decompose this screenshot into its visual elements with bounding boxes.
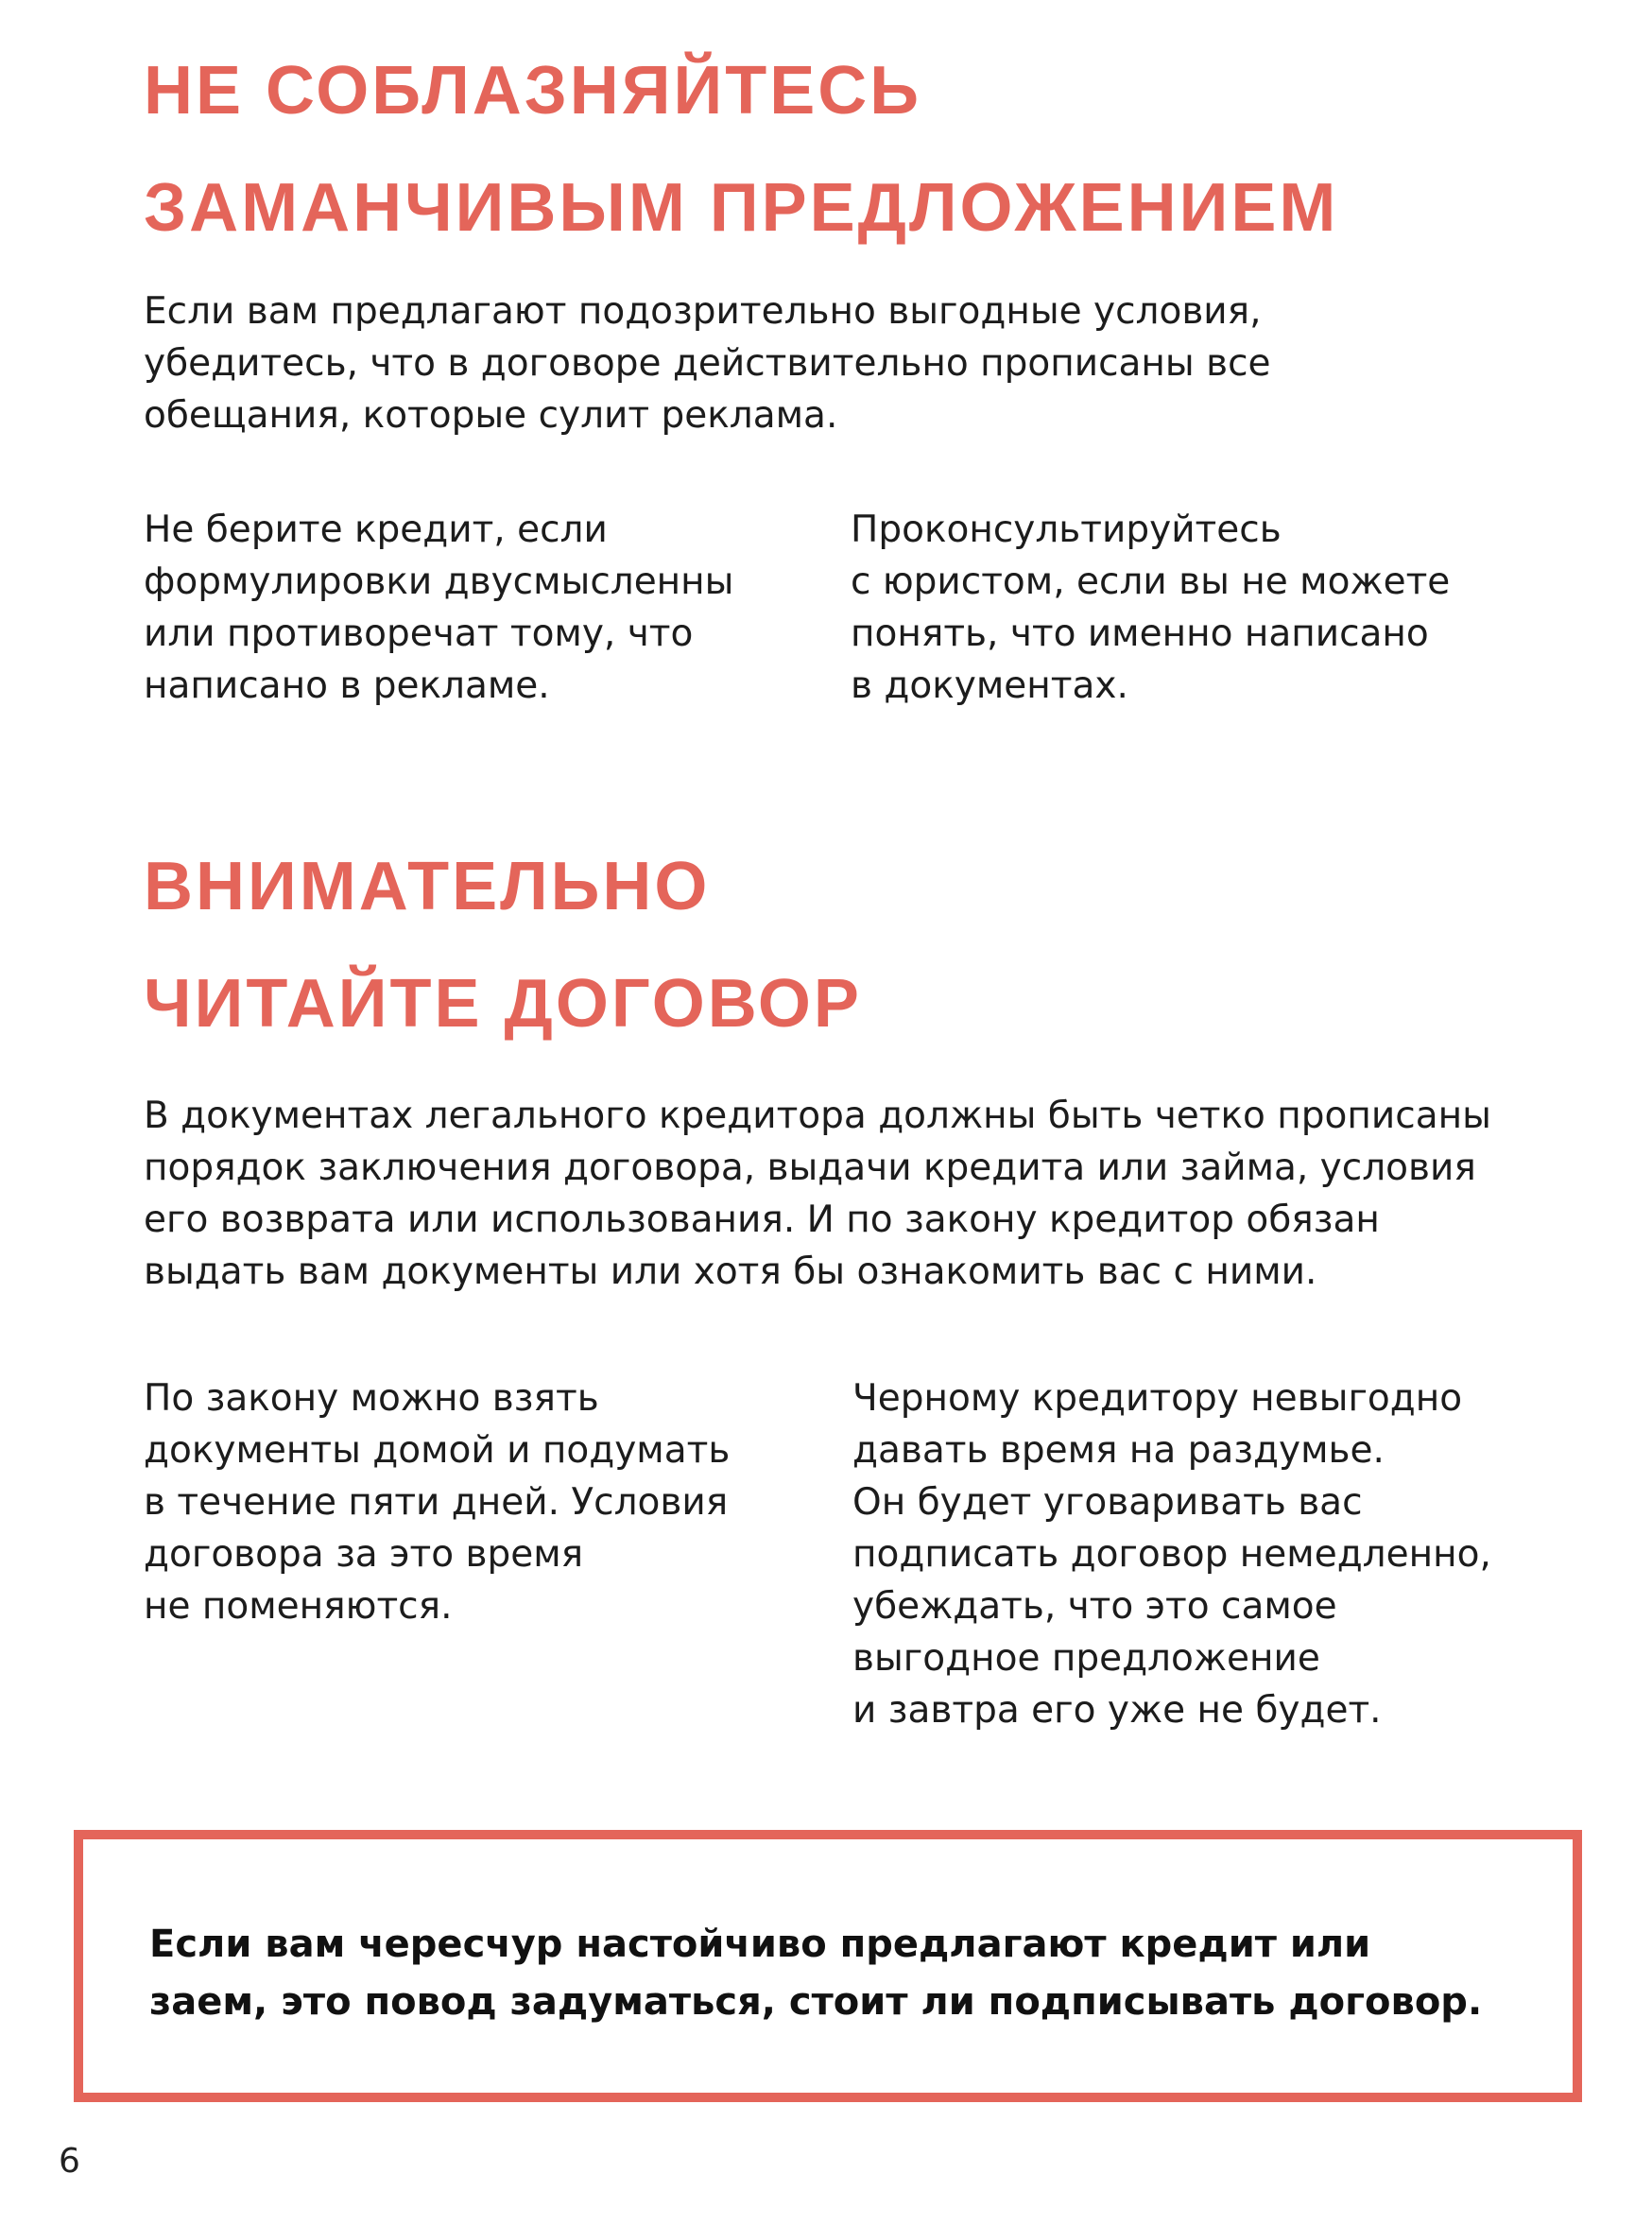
text-line: Если вам чересчур настойчиво предлагают кредит или xyxy=(149,1923,1371,1966)
section-heading-read-contract xyxy=(144,828,862,1062)
text-line: порядок заключения договора, выдачи кредита или займа, условия xyxy=(144,1147,1476,1189)
page-number: 6 xyxy=(59,2142,80,2181)
text-line: документы домой и подумать xyxy=(144,1429,731,1472)
text-line: в течение пяти дней. Условия xyxy=(144,1481,729,1524)
text-line: убедитесь, что в договоре действительно прописаны все xyxy=(144,342,1271,385)
section-heading-dont-be-tempted xyxy=(144,32,1338,267)
column-right-consult-lawyer xyxy=(851,504,1450,712)
text-line: давать время на раздумье. xyxy=(852,1429,1385,1472)
text-line: заем, это повод задуматься, стоит ли подписывать договор. xyxy=(149,1980,1483,2024)
heading-line: ЧИТАЙТЕ ДОГОВОР xyxy=(144,966,862,1042)
column-right-black-lender xyxy=(852,1372,1491,1736)
text-line: Черному кредитору невыгодно xyxy=(852,1377,1463,1420)
text-line: формулировки двусмысленны xyxy=(144,561,734,603)
text-line: с юристом, если вы не можете xyxy=(851,561,1451,603)
text-line: убеждать, что это самое xyxy=(852,1585,1337,1628)
intro-paragraph-legal-lender-documents xyxy=(144,1090,1491,1298)
column-left-dont-take-credit xyxy=(144,504,733,712)
text-line: понять, что именно написано xyxy=(851,612,1429,655)
column-left-five-days xyxy=(144,1372,730,1632)
heading-line: ВНИМАТЕЛЬНО xyxy=(144,849,711,924)
text-line: написано в рекламе. xyxy=(144,664,550,707)
text-line: выдать вам документы или хотя бы ознакомить вас с ними. xyxy=(144,1250,1317,1293)
text-line: Не берите кредит, если xyxy=(144,509,608,551)
text-line: договора за это время xyxy=(144,1533,584,1576)
intro-paragraph-tempting-offer xyxy=(144,285,1271,441)
text-line: обещания, которые сулит реклама. xyxy=(144,394,838,437)
text-line: По закону можно взять xyxy=(144,1377,599,1420)
text-line: Он будет уговаривать вас xyxy=(852,1481,1363,1524)
warning-callout-box xyxy=(74,1830,1582,2102)
text-line: или противоречат тому, что xyxy=(144,612,694,655)
text-line: его возврата или использования. И по закону кредитор обязан xyxy=(144,1199,1380,1241)
heading-line: НЕ СОБЛАЗНЯЙТЕСЬ xyxy=(144,53,922,129)
text-line: В документах легального кредитора должны быть четко прописаны xyxy=(144,1095,1491,1137)
callout-text xyxy=(149,1916,1482,2031)
text-line: подписать договор немедленно, xyxy=(852,1533,1491,1576)
text-line: выгодное предложение xyxy=(852,1637,1320,1680)
text-line: Проконсультируйтесь xyxy=(851,509,1282,551)
text-line: и завтра его уже не будет. xyxy=(852,1689,1382,1732)
text-line: в документах. xyxy=(851,664,1128,707)
text-line: Если вам предлагают подозрительно выгодные условия, xyxy=(144,290,1262,333)
heading-line: ЗАМАНЧИВЫМ ПРЕДЛОЖЕНИЕМ xyxy=(144,170,1339,246)
text-line: не поменяются. xyxy=(144,1585,453,1628)
